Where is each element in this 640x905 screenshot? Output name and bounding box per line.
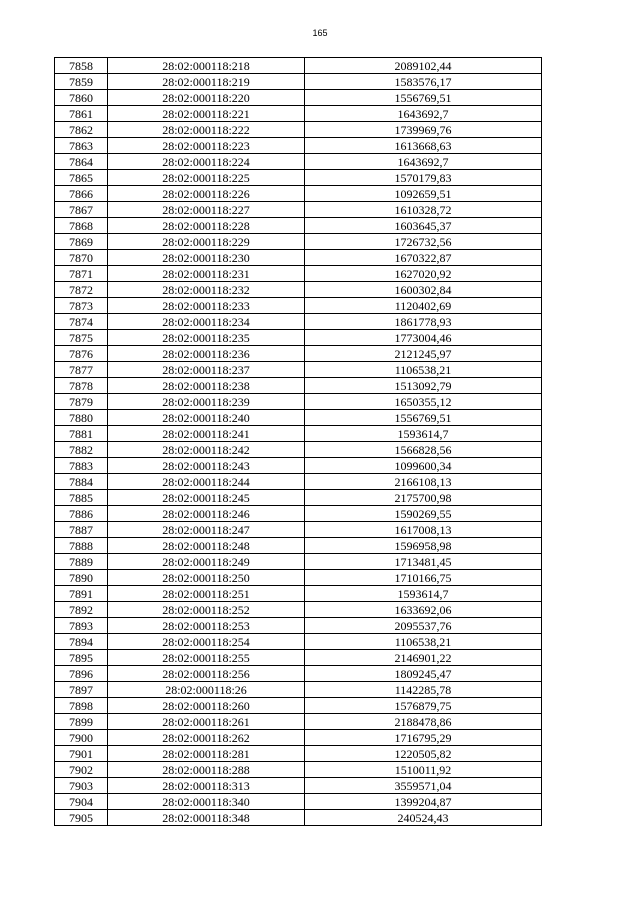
cadastral-value-cell: 1773004,46 <box>305 330 542 346</box>
table-row <box>55 458 542 474</box>
cadastral-value-cell: 1593614,7 <box>305 586 542 602</box>
cadastral-value-cell: 1513092,79 <box>305 378 542 394</box>
row-number-cell: 7878 <box>55 378 108 394</box>
cadastral-number-cell: 28:02:000118:248 <box>108 538 305 554</box>
cadastral-number-cell: 28:02:000118:243 <box>108 458 305 474</box>
cadastral-number-cell: 28:02:000118:239 <box>108 394 305 410</box>
cadastral-value-cell: 2166108,13 <box>305 474 542 490</box>
cadastral-value-cell: 1593614,7 <box>305 426 542 442</box>
cadastral-number-cell: 28:02:000118:253 <box>108 618 305 634</box>
cadastral-value-cell: 1220505,82 <box>305 746 542 762</box>
table-row <box>55 298 542 314</box>
row-number-cell: 7866 <box>55 186 108 202</box>
table-row <box>55 314 542 330</box>
cadastral-number-cell: 28:02:000118:230 <box>108 250 305 266</box>
cadastral-value-cell: 1710166,75 <box>305 570 542 586</box>
row-number-cell: 7884 <box>55 474 108 490</box>
cadastral-number-cell: 28:02:000118:261 <box>108 714 305 730</box>
row-number-cell: 7860 <box>55 90 108 106</box>
row-number-cell: 7867 <box>55 202 108 218</box>
table-row <box>55 346 542 362</box>
row-number-cell: 7892 <box>55 602 108 618</box>
cadastral-value-cell: 3559571,04 <box>305 778 542 794</box>
cadastral-number-cell: 28:02:000118:222 <box>108 122 305 138</box>
table-row <box>55 746 542 762</box>
cadastral-value-cell: 240524,43 <box>305 810 542 826</box>
table-row <box>55 122 542 138</box>
row-number-cell: 7879 <box>55 394 108 410</box>
cadastral-value-cell: 1596958,98 <box>305 538 542 554</box>
row-number-cell: 7871 <box>55 266 108 282</box>
table-row <box>55 90 542 106</box>
cadastral-value-cell: 2188478,86 <box>305 714 542 730</box>
row-number-cell: 7858 <box>55 58 108 74</box>
row-number-cell: 7899 <box>55 714 108 730</box>
cadastral-number-cell: 28:02:000118:249 <box>108 554 305 570</box>
cadastral-number-cell: 28:02:000118:234 <box>108 314 305 330</box>
table-row <box>55 186 542 202</box>
row-number-cell: 7864 <box>55 154 108 170</box>
table-row <box>55 106 542 122</box>
cadastral-number-cell: 28:02:000118:245 <box>108 490 305 506</box>
table-row <box>55 666 542 682</box>
table-row <box>55 362 542 378</box>
cadastral-number-cell: 28:02:000118:233 <box>108 298 305 314</box>
row-number-cell: 7861 <box>55 106 108 122</box>
table-row <box>55 490 542 506</box>
cadastral-value-cell: 1399204,87 <box>305 794 542 810</box>
row-number-cell: 7883 <box>55 458 108 474</box>
cadastral-value-cell: 1120402,69 <box>305 298 542 314</box>
row-number-cell: 7880 <box>55 410 108 426</box>
row-number-cell: 7886 <box>55 506 108 522</box>
cadastral-value-cell: 1617008,13 <box>305 522 542 538</box>
row-number-cell: 7893 <box>55 618 108 634</box>
row-number-cell: 7869 <box>55 234 108 250</box>
table-row <box>55 378 542 394</box>
cadastral-value-cell: 1556769,51 <box>305 90 542 106</box>
table-row <box>55 698 542 714</box>
cadastral-number-cell: 28:02:000118:240 <box>108 410 305 426</box>
row-number-cell: 7904 <box>55 794 108 810</box>
row-number-cell: 7891 <box>55 586 108 602</box>
cadastral-value-cell: 1556769,51 <box>305 410 542 426</box>
table-row <box>55 410 542 426</box>
table-row <box>55 794 542 810</box>
table-row <box>55 426 542 442</box>
cadastral-number-cell: 28:02:000118:221 <box>108 106 305 122</box>
row-number-cell: 7897 <box>55 682 108 698</box>
table-row <box>55 74 542 90</box>
cadastral-value-cell: 1627020,92 <box>305 266 542 282</box>
cadastral-value-cell: 1861778,93 <box>305 314 542 330</box>
cadastral-value-cell: 1713481,45 <box>305 554 542 570</box>
row-number-cell: 7875 <box>55 330 108 346</box>
cadastral-number-cell: 28:02:000118:236 <box>108 346 305 362</box>
row-number-cell: 7895 <box>55 650 108 666</box>
cadastral-value-cell: 2089102,44 <box>305 58 542 74</box>
cadastral-number-cell: 28:02:000118:219 <box>108 74 305 90</box>
row-number-cell: 7863 <box>55 138 108 154</box>
table-row <box>55 506 542 522</box>
cadastral-value-cell: 1576879,75 <box>305 698 542 714</box>
cadastral-value-cell: 1092659,51 <box>305 186 542 202</box>
cadastral-number-cell: 28:02:000118:244 <box>108 474 305 490</box>
cadastral-value-cell: 1603645,37 <box>305 218 542 234</box>
cadastral-value-cell: 1583576,17 <box>305 74 542 90</box>
row-number-cell: 7877 <box>55 362 108 378</box>
row-number-cell: 7872 <box>55 282 108 298</box>
table-row <box>55 602 542 618</box>
cadastral-number-cell: 28:02:000118:232 <box>108 282 305 298</box>
row-number-cell: 7888 <box>55 538 108 554</box>
table-row <box>55 618 542 634</box>
cadastral-value-table <box>54 57 542 826</box>
cadastral-value-cell: 2095537,76 <box>305 618 542 634</box>
cadastral-number-cell: 28:02:000118:242 <box>108 442 305 458</box>
row-number-cell: 7905 <box>55 810 108 826</box>
row-number-cell: 7894 <box>55 634 108 650</box>
cadastral-number-cell: 28:02:000118:251 <box>108 586 305 602</box>
row-number-cell: 7859 <box>55 74 108 90</box>
cadastral-value-cell: 1643692,7 <box>305 106 542 122</box>
cadastral-number-cell: 28:02:000118:227 <box>108 202 305 218</box>
cadastral-number-cell: 28:02:000118:225 <box>108 170 305 186</box>
table-row <box>55 250 542 266</box>
cadastral-value-cell: 1610328,72 <box>305 202 542 218</box>
table-row <box>55 714 542 730</box>
cadastral-number-cell: 28:02:000118:235 <box>108 330 305 346</box>
row-number-cell: 7870 <box>55 250 108 266</box>
cadastral-value-cell: 1142285,78 <box>305 682 542 698</box>
cadastral-number-cell: 28:02:000118:224 <box>108 154 305 170</box>
table-row <box>55 538 542 554</box>
page-number: 165 <box>312 28 328 38</box>
table-row <box>55 58 542 74</box>
cadastral-value-cell: 1613668,63 <box>305 138 542 154</box>
row-number-cell: 7876 <box>55 346 108 362</box>
row-number-cell: 7889 <box>55 554 108 570</box>
table-row <box>55 442 542 458</box>
table-row <box>55 650 542 666</box>
row-number-cell: 7898 <box>55 698 108 714</box>
row-number-cell: 7885 <box>55 490 108 506</box>
cadastral-number-cell: 28:02:000118:220 <box>108 90 305 106</box>
table-row <box>55 330 542 346</box>
cadastral-value-cell: 1650355,12 <box>305 394 542 410</box>
cadastral-value-cell: 1716795,29 <box>305 730 542 746</box>
row-number-cell: 7868 <box>55 218 108 234</box>
cadastral-number-cell: 28:02:000118:313 <box>108 778 305 794</box>
cadastral-number-cell: 28:02:000118:26 <box>108 682 305 698</box>
cadastral-value-cell: 1633692,06 <box>305 602 542 618</box>
cadastral-number-cell: 28:02:000118:226 <box>108 186 305 202</box>
table-row <box>55 682 542 698</box>
cadastral-value-cell: 2146901,22 <box>305 650 542 666</box>
cadastral-number-cell: 28:02:000118:348 <box>108 810 305 826</box>
cadastral-value-cell: 1510011,92 <box>305 762 542 778</box>
table-row <box>55 554 542 570</box>
row-number-cell: 7865 <box>55 170 108 186</box>
cadastral-value-cell: 2121245,97 <box>305 346 542 362</box>
cadastral-number-cell: 28:02:000118:254 <box>108 634 305 650</box>
cadastral-number-cell: 28:02:000118:229 <box>108 234 305 250</box>
cadastral-value-cell: 1590269,55 <box>305 506 542 522</box>
table-row <box>55 394 542 410</box>
row-number-cell: 7900 <box>55 730 108 746</box>
cadastral-number-cell: 28:02:000118:281 <box>108 746 305 762</box>
cadastral-number-cell: 28:02:000118:288 <box>108 762 305 778</box>
cadastral-number-cell: 28:02:000118:256 <box>108 666 305 682</box>
row-number-cell: 7887 <box>55 522 108 538</box>
table-row <box>55 634 542 650</box>
cadastral-value-cell: 1566828,56 <box>305 442 542 458</box>
cadastral-value-cell: 1099600,34 <box>305 458 542 474</box>
row-number-cell: 7901 <box>55 746 108 762</box>
row-number-cell: 7902 <box>55 762 108 778</box>
cadastral-value-cell: 1739969,76 <box>305 122 542 138</box>
table-row <box>55 810 542 826</box>
cadastral-number-cell: 28:02:000118:228 <box>108 218 305 234</box>
row-number-cell: 7873 <box>55 298 108 314</box>
table-row <box>55 522 542 538</box>
row-number-cell: 7896 <box>55 666 108 682</box>
cadastral-number-cell: 28:02:000118:255 <box>108 650 305 666</box>
cadastral-number-cell: 28:02:000118:250 <box>108 570 305 586</box>
cadastral-number-cell: 28:02:000118:262 <box>108 730 305 746</box>
cadastral-number-cell: 28:02:000118:218 <box>108 58 305 74</box>
table-row <box>55 138 542 154</box>
cadastral-number-cell: 28:02:000118:247 <box>108 522 305 538</box>
row-number-cell: 7882 <box>55 442 108 458</box>
table-row <box>55 474 542 490</box>
table-row <box>55 266 542 282</box>
cadastral-value-cell: 1570179,83 <box>305 170 542 186</box>
cadastral-number-cell: 28:02:000118:241 <box>108 426 305 442</box>
cadastral-number-cell: 28:02:000118:237 <box>108 362 305 378</box>
table-row <box>55 218 542 234</box>
table-row <box>55 762 542 778</box>
row-number-cell: 7903 <box>55 778 108 794</box>
table-row <box>55 234 542 250</box>
cadastral-value-cell: 1106538,21 <box>305 634 542 650</box>
table-row <box>55 570 542 586</box>
cadastral-number-cell: 28:02:000118:238 <box>108 378 305 394</box>
cadastral-number-cell: 28:02:000118:223 <box>108 138 305 154</box>
table-row <box>55 730 542 746</box>
cadastral-value-cell: 1643692,7 <box>305 154 542 170</box>
row-number-cell: 7890 <box>55 570 108 586</box>
table-row <box>55 282 542 298</box>
table-row <box>55 778 542 794</box>
table-row <box>55 586 542 602</box>
row-number-cell: 7862 <box>55 122 108 138</box>
row-number-cell: 7874 <box>55 314 108 330</box>
cadastral-value-cell: 1600302,84 <box>305 282 542 298</box>
cadastral-number-cell: 28:02:000118:260 <box>108 698 305 714</box>
row-number-cell: 7881 <box>55 426 108 442</box>
cadastral-number-cell: 28:02:000118:340 <box>108 794 305 810</box>
cadastral-number-cell: 28:02:000118:246 <box>108 506 305 522</box>
cadastral-value-cell: 1106538,21 <box>305 362 542 378</box>
table-row <box>55 154 542 170</box>
table-row <box>55 170 542 186</box>
cadastral-value-cell: 1726732,56 <box>305 234 542 250</box>
table-row <box>55 202 542 218</box>
cadastral-value-cell: 1670322,87 <box>305 250 542 266</box>
table-body <box>55 58 542 826</box>
cadastral-number-cell: 28:02:000118:231 <box>108 266 305 282</box>
cadastral-value-cell: 1809245,47 <box>305 666 542 682</box>
cadastral-number-cell: 28:02:000118:252 <box>108 602 305 618</box>
cadastral-value-cell: 2175700,98 <box>305 490 542 506</box>
